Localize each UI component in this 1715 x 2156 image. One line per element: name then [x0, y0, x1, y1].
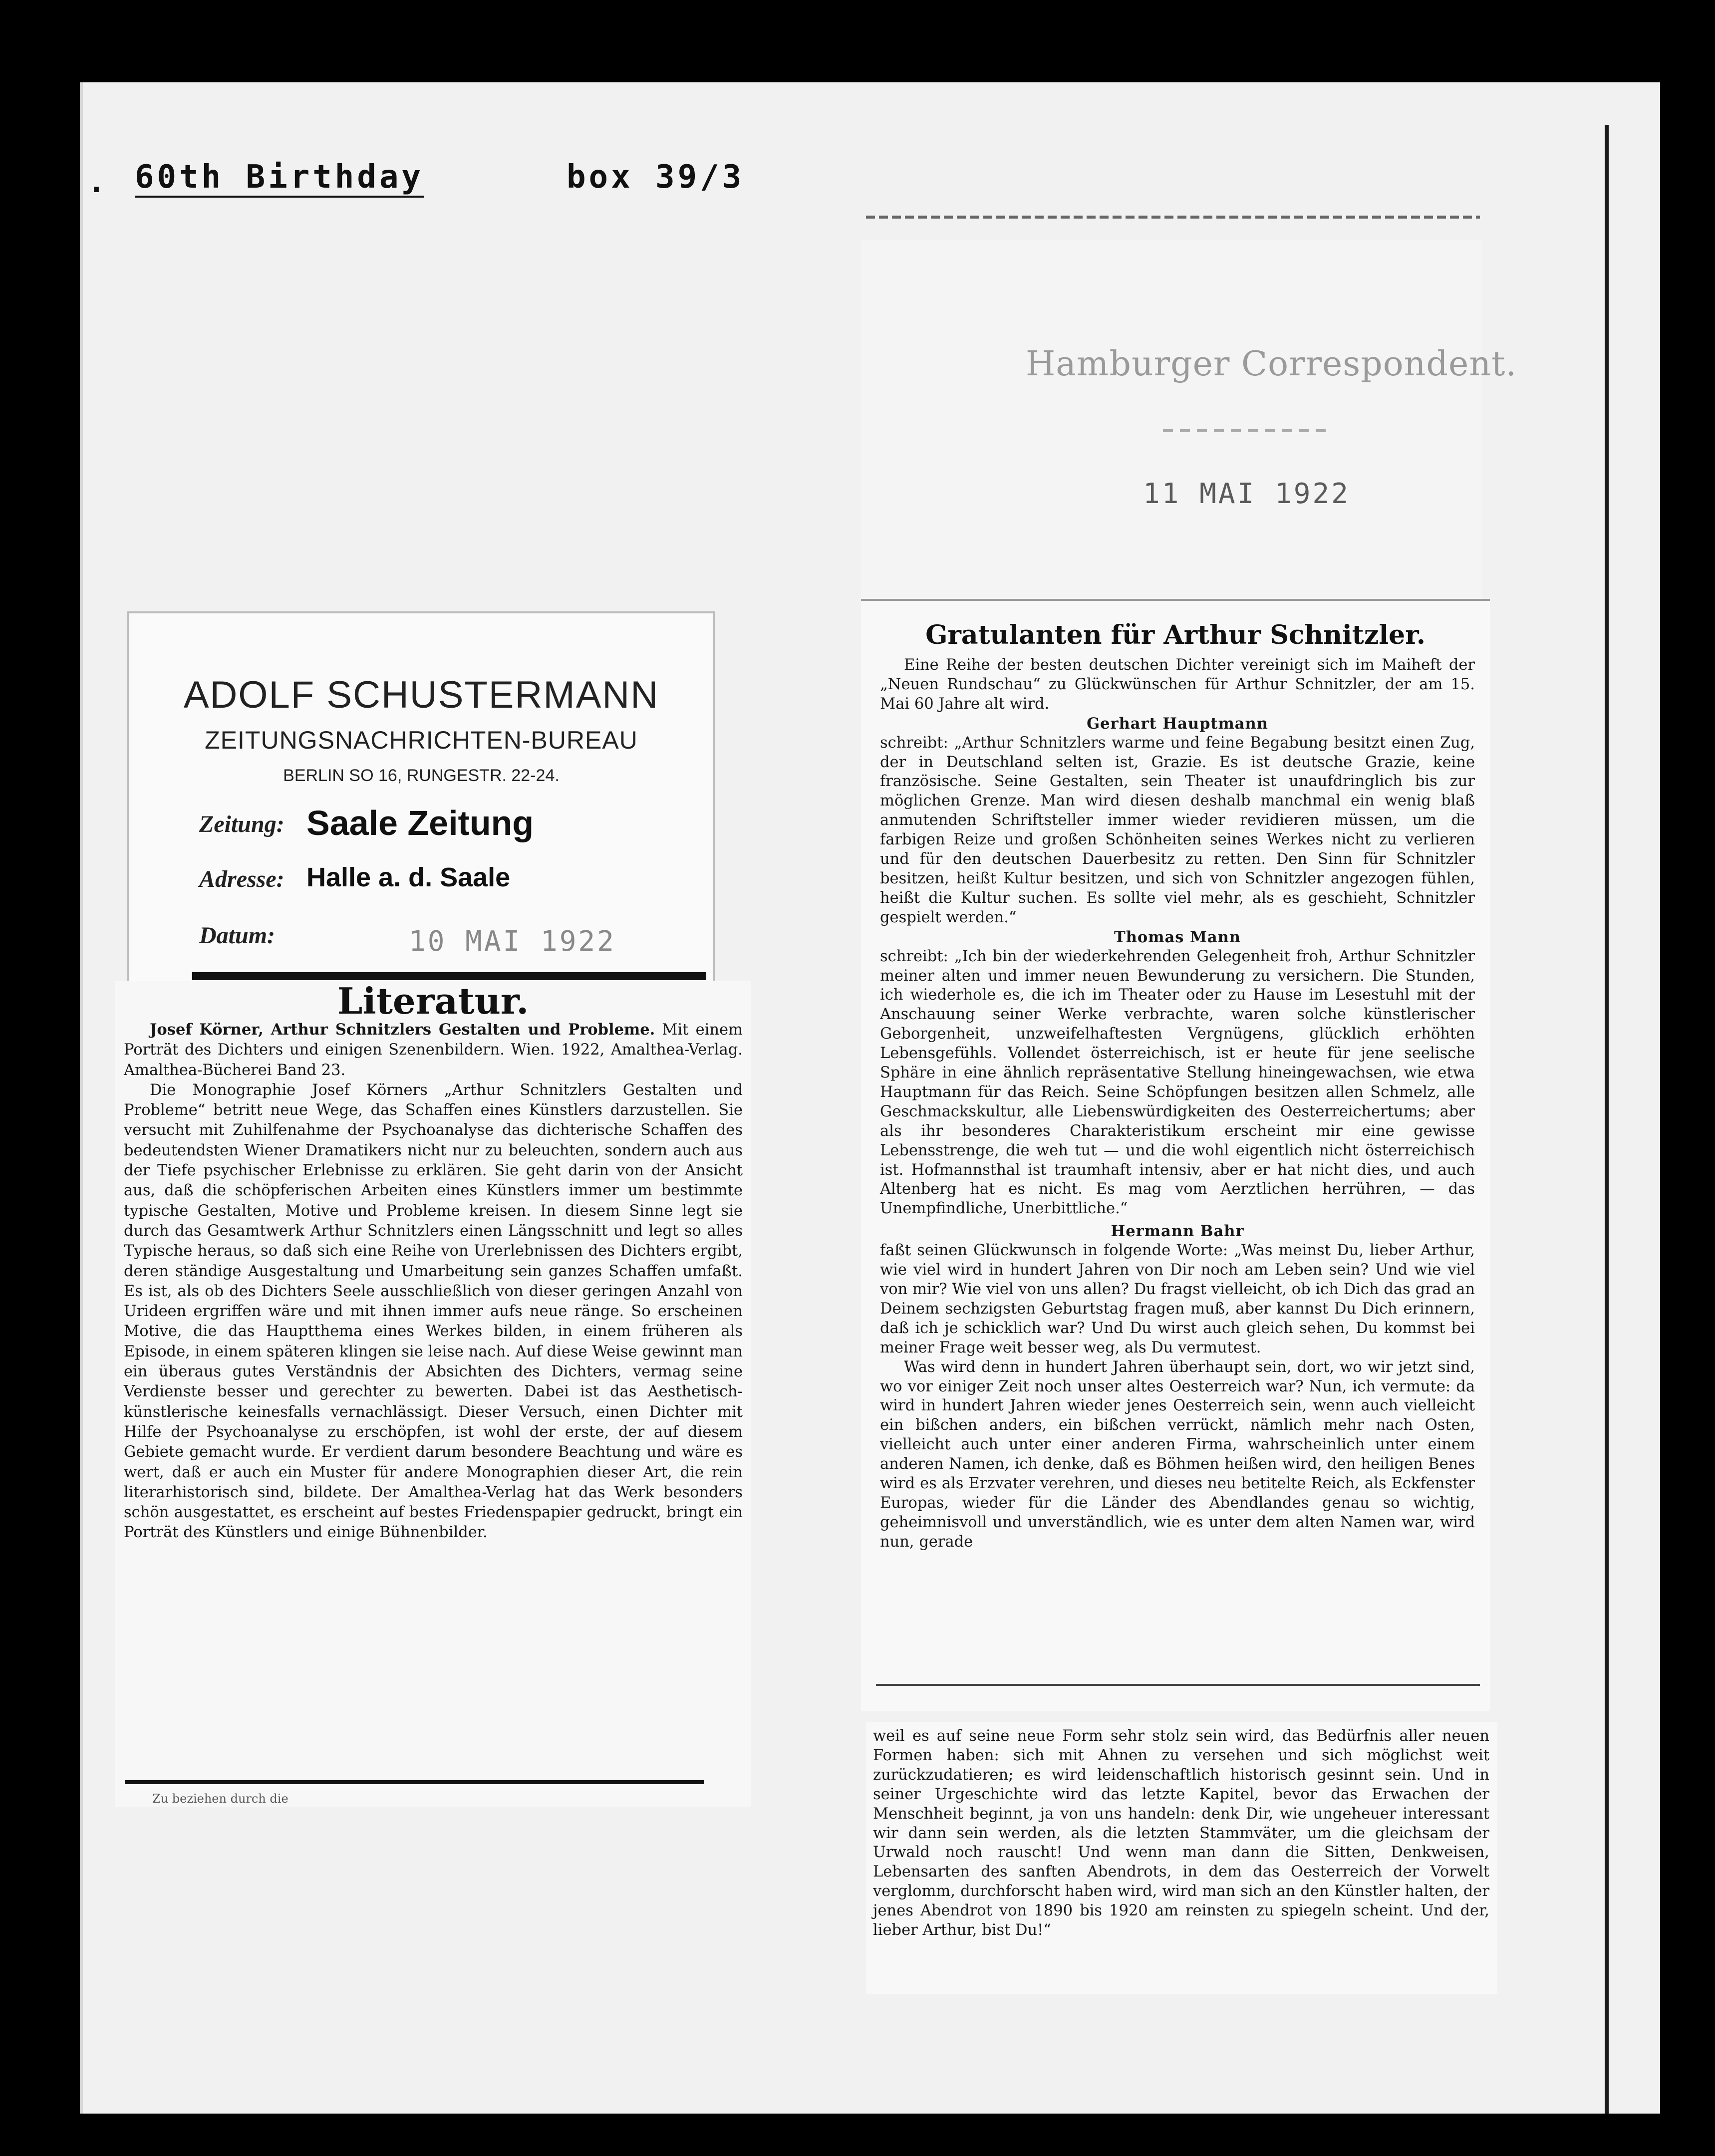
adresse-value: Halle a. d. Saale	[306, 862, 511, 892]
literatur-body	[124, 1020, 743, 1543]
column-cut	[876, 1684, 1480, 1686]
zeitung-label: Zeitung:	[199, 811, 285, 837]
bahr-paragraph-2: Was wird denn in hundert Jahren überhaupt sein, dort, wo wir jetzt sind, wo vor einiger Zeit noch unser altes Oesterreich war? Nun, ich vermute: da wird in hundert Jahren wieder jenes Oesterreich sein, wenn auch vielleicht ein bißchen anders, ein bißchen verrückt, nämlich mehr nach Osten, vielleicht auch unter einer anderen Firma, wahrscheinlich unter einem anderen Namen, ich denke, daß es Böhmen heißen wird, den heiligen Benes wird es als Erzvater verehren, und dieses neu betitelte Reich, als Eckfenster Europas, wieder für die Länder des Abendlandes genau so wichtig, geheimnisvoll und unverständlich, wie es unter dem alten Namen war, wird nun, gerade	[880, 1358, 1475, 1551]
literatur-clipping	[115, 981, 751, 1807]
bureau-name: ADOLF SCHUSTERMANN	[183, 674, 659, 716]
citation-details: Mit einem Porträt des Dichters und einigen Szenenbildern. Wien. 1922, Amalthea-Verlag. Amalthea-Bücherei Band 23.	[124, 1021, 743, 1079]
bureau-address: BERLIN SO 16, RUNGESTR. 22-24.	[283, 766, 560, 785]
review-text: Die Monographie Josef Körners „Arthur Schnitzlers Gestalten und Probleme“ betritt neue Wege, das Schaffen eines Künstlers darzustellen. Sie versucht mit Zuhilfenahme der Psychoanalyse das dichterische Schaffen des bedeutendsten Wiener Dramatikers nicht nur zu beleuchten, sondern auch aus der Tiefe psychischer Erlebnisse zu erklären. Sie geht darin von der Ansicht aus, daß die schöpferischen Arbeiten eines Künstlers immer um bestimmte typische Gestalten, Motive und Probleme kreisen. In diesem Sinne legt sie durch das Gesamtwerk Arthur Schnitzlers einen Längsschnitt und legt so alles Typische heraus, so daß sich eine Reihe von Urerlebnissen des Dichters ergibt, deren ständige Ausgestaltung und Umarbeitung sein ganzes Schaffen umfaßt. Es ist, als ob des Dichters Seele ausschließlich von dieser geringen Anzahl von Urideen ergriffen wäre und mit ihnen immer aufs neue ränge. So erscheinen Motive, die das Hauptthema eines Werkes bilden, in einem früheren als Episode, in einem späteren klingen sie leise nach. Auf diese Weise gewinnt man ein überaus gutes Verständnis der Absichten des Dichters, vermag seine Verdienste besser und gerechter zu bewerten. Dabei ist das Aesthetisch-künstlerische keinesfalls vernachlässigt. Dieser Versuch, einen Dichter mit Hilfe der Psychoanalyse zu erschöpfen, ist wohl der erste, der auf diesem Gebiete gemacht wurde. Er verdient darum besondere Beachtung und wäre es wert, daß er auch ein Muster für andere Monographien dieser Art, die rein literarhistorisch sind, bildete. Der Amalthea-Verlag hat das Werk besonders schön ausgestattet, es erscheint auf bestes Friedenspapier gedruckt, bringt ein Porträt des Künstlers und einige Bühnenbilder.	[124, 1081, 743, 1542]
gratulanten-continuation	[866, 1722, 1497, 1994]
zeitung-value: Saale Zeitung	[306, 804, 534, 842]
faint-stamp-line	[1163, 429, 1328, 432]
continuation-body	[873, 1727, 1489, 1940]
header-title: 60th Birthday	[135, 159, 424, 198]
continuation-paragraph: weil es auf seine neue Form sehr stolz sein wird, das Bedürfnis aller neuen Formen haben: sich mit Ahnen zu versehen und sich möglichst weit zurückzudatieren; es wird leidenschaftlich historisch gesinnt sein. Und in seiner Urgeschichte wird das letzte Kapitel, bevor das Erwachen der Menschheit beginnt, ja von uns handeln: denk Dir, wie ungeheuer interessant wir dann sein werden, als die letzten Stammväter, um die gleichsam der Urwald noch rauscht! Und wenn man dann die Sitten, Denkweisen, Lebensarten des sanften Abendrots, in dem das Oesterreich der Vorwelt verglomm, durchforscht haben wird, wird man sich an den Künstler halten, der jenes Abendrot von 1890 bis 1920 am reinsten zu spiegeln scheint. Und der, lieber Arthur, bist Du!“	[873, 1727, 1489, 1939]
datum-label: Datum:	[199, 922, 276, 949]
intro-paragraph: Eine Reihe der besten deutschen Dichter vereinigt sich im Maiheft der „Neuen Rundschau“ zu Glückwünschen für Arthur Schnitzler, der am 15. Mai 60 Jahre alt wird.	[880, 656, 1475, 713]
citation-title: Josef Körner, Arthur Schnitzlers Gestalten und Probleme.	[150, 1021, 655, 1039]
author-heading: Gerhart Hauptmann	[1087, 714, 1268, 733]
date-stamp: 11 MAI 1922	[1143, 478, 1350, 510]
gratulanten-clipping	[861, 599, 1490, 1711]
hamburger-clipping-header	[861, 240, 1482, 606]
article-body	[880, 656, 1475, 1552]
datum-stamp: 10 MAI 1922	[409, 925, 616, 958]
margin-mark: .	[87, 165, 106, 200]
header-box: box 39/3	[567, 159, 745, 196]
adresse-label: Adresse:	[199, 866, 285, 892]
bureau-subtitle: ZEITUNGSNACHRICHTEN-BUREAU	[205, 726, 638, 754]
bureau-label	[127, 611, 715, 985]
book-citation	[124, 1020, 743, 1080]
newspaper-masthead: Hamburger Correspondent.	[1026, 344, 1517, 384]
cut-edge	[866, 216, 1480, 219]
bahr-paragraph: faßt seinen Glückwunsch in folgende Worte: „Was meinst Du, lieber Arthur, wie viel wird in hundert Jahren von Dir noch am Leben sein? Und wie viel von mir? Wie viel von uns allen? Du fragst vielleicht, ob ich Dich das grad an Deinem sechzigsten Geburtstag fragen muß, aber kannst Du Dich erinnern, daß ich je schicklich war? Und Du wirst auch gleich sehen, Du kommst bei meiner Frage weit besser weg, als Du vermutest.	[880, 1242, 1475, 1356]
author-heading: Hermann Bahr	[1111, 1222, 1244, 1241]
literatur-rule	[125, 1780, 704, 1784]
hauptmann-paragraph: schreibt: „Arthur Schnitzlers warme und feine Begabung besitzt einen Zug, der in Deutschland selten ist, Grazie. Es ist deutsche Grazie, keine französische. Seine Gestalten, sein Theater ist unaufdringlich bis zur möglichen Grenze. Man wird diesen deshalb manchmal ein wenig blaß anmutenden Schriftsteller immer wieder revidieren müssen, um die farbigen Reize und großen Schönheiten seines Werkes nicht zu verlieren und für den deutschen Dauerbesitz zu retten. Den Sinn für Schnitzler besitzen, heißt Kultur besitzen, und sich von Schnitzler angezogen fühlen, heißt die Kultur suchen. Es sollte viel mehr, als es geschieht, Schnitzler gespielt werden.“	[880, 734, 1475, 926]
article-title: Gratulanten für Arthur Schnitzler.	[925, 620, 1426, 650]
mann-paragraph: schreibt: „Ich bin der wiederkehrenden Gelegenheit froh, Arthur Schnitzler meiner alten und immer neuen Bewunderung zu versichern. Die Stunden, ich wiederhole es, die ich im Theater oder zu Hause im Lesestuhl mit der Anschauung seiner Werke verbrachte, waren solche künstlerischer Geborgenheit, unzweifelhaftesten Vergnügens, glücklich erhöhten Lebensgefühls. Vollendet österreichisch, ist er heute für jene seelische Sphäre in eine ähnlich repräsentative Stellung hineingewachsen, wie etwa Hauptmann für das Reich. Seine Schöpfungen besitzen allen Schmelz, alle Geschmackskultur, alle Liebenswürdigkeiten des Oesterreichertums; aber als ihr besonderes Charakteristikum erscheint mir eine gewisse Lebensstrenge, die weh tut — und die wohl eigentlich nicht österreichisch ist. Hofmannsthal ist traumhaft intensiv, aber er hat nicht dies, und auch Altenberg hat es nicht. Es mag vom Aerztlichen herrühren, — das Unempfindliche, Unerbittliche.“	[880, 947, 1475, 1218]
trailing-text: Zu beziehen durch die	[152, 1792, 288, 1806]
author-heading: Thomas Mann	[1114, 928, 1241, 946]
literatur-title: Literatur.	[337, 980, 529, 1022]
sheet-edge	[1605, 125, 1609, 2114]
clipping-rule	[192, 972, 706, 980]
